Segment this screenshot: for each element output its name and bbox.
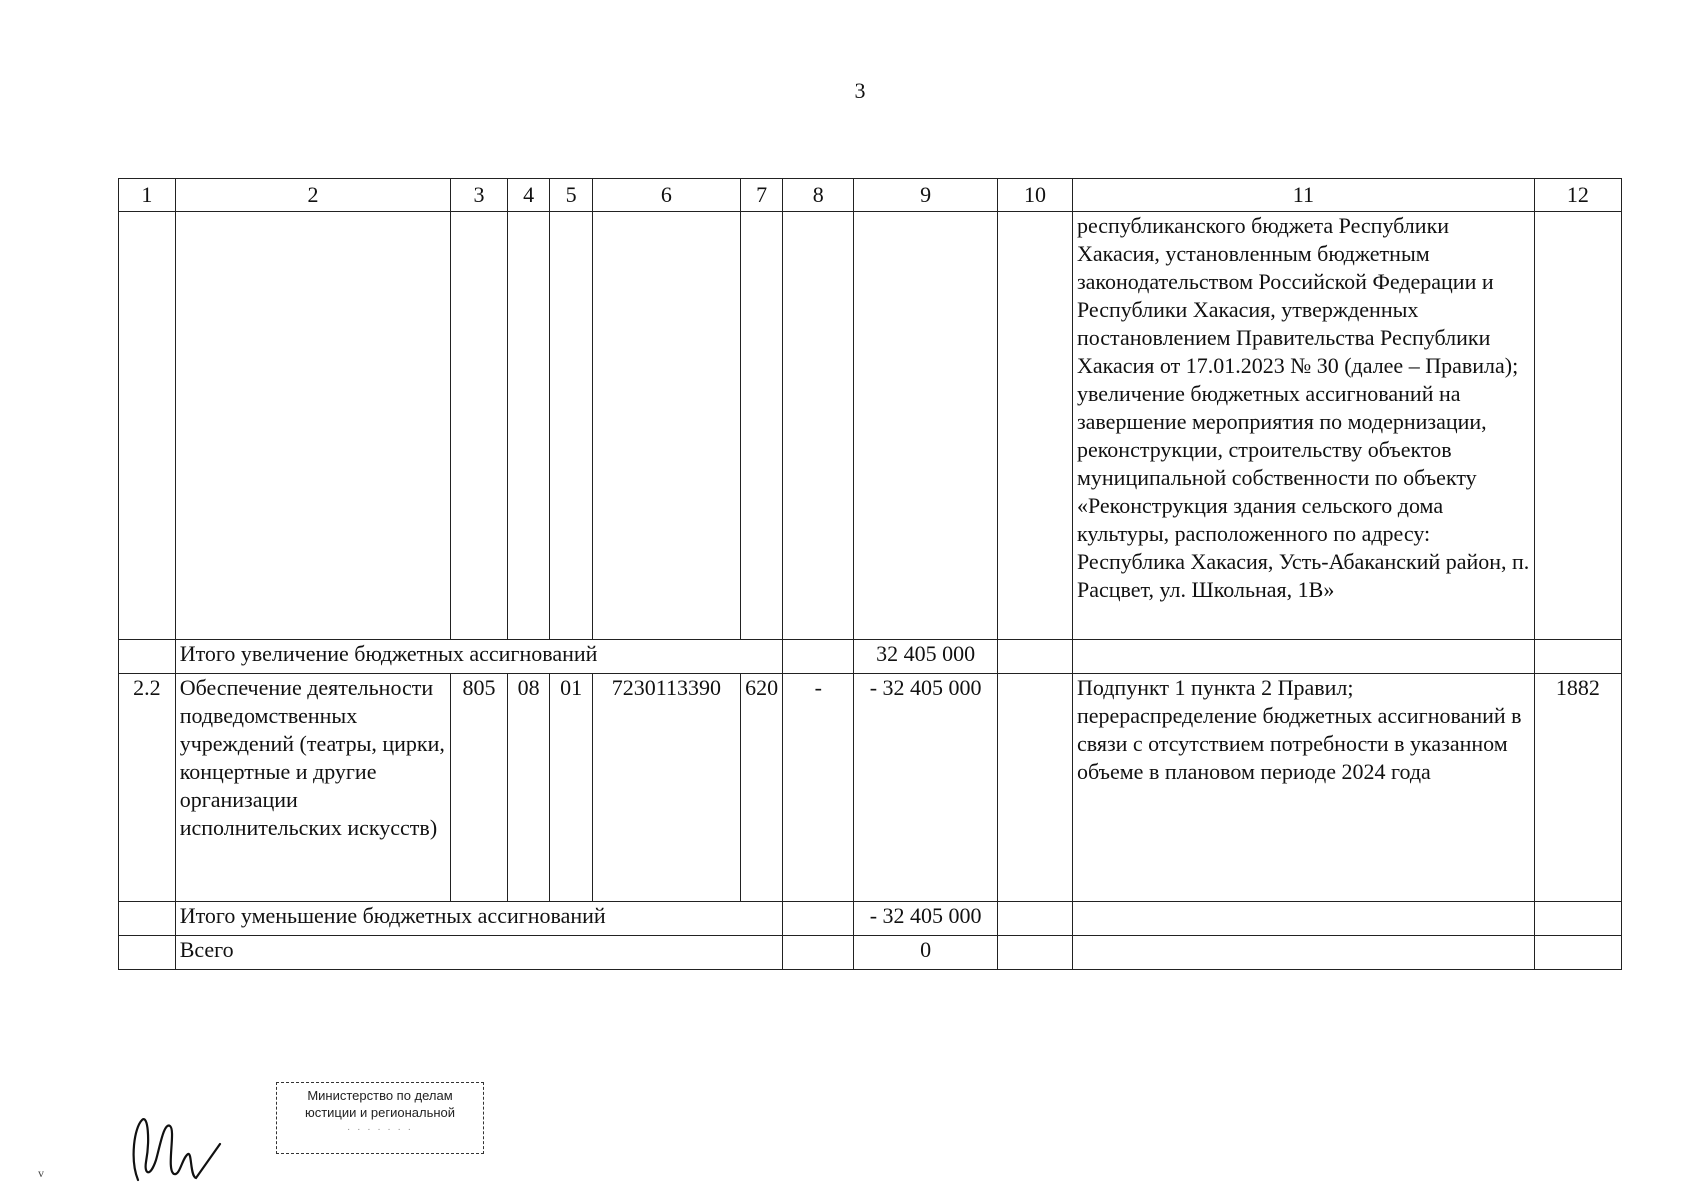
row-amount: - 32 405 000: [854, 674, 998, 902]
row-code-12: 1882: [1534, 674, 1621, 902]
continuation-row: [119, 212, 1622, 640]
grand-total-amount: 0: [854, 936, 998, 970]
signature-mark: [120, 1100, 230, 1190]
grand-total-label: Всего: [175, 936, 783, 970]
header-cell: 9: [854, 179, 998, 212]
row-basis: Подпункт 1 пункта 2 Правил; перераспределение бюджетных ассигнований в связи с отсутствием потребности в указанном объеме в плановом периоде 2024 года: [1072, 674, 1534, 902]
header-cell: 8: [783, 179, 854, 212]
page-number: 3: [854, 78, 866, 103]
total-decrease-label: Итого уменьшение бюджетных ассигнований: [175, 902, 783, 936]
row-number: 2.2: [119, 674, 176, 902]
header-cell: 5: [550, 179, 593, 212]
header-cell: 10: [998, 179, 1073, 212]
header-cell: 1: [119, 179, 176, 212]
item-name: Обеспечение деятельности подведомственных учреждений (театры, цирки, концертные и другие организации исполнительских искусств): [175, 674, 450, 902]
total-increase-label: Итого увеличение бюджетных ассигнований: [175, 640, 783, 674]
margin-mark-icon: v: [38, 1166, 44, 1180]
cell-code-7: 620: [740, 674, 783, 902]
ministry-stamp: [276, 1082, 484, 1154]
stamp-line: · · · · · · ·: [347, 1124, 413, 1135]
cell-code-5: 01: [550, 674, 593, 902]
stamp-line: Министерство по делам: [307, 1088, 453, 1103]
header-cell: 4: [507, 179, 550, 212]
header-cell: 6: [592, 179, 740, 212]
total-increase-amount: 32 405 000: [854, 640, 998, 674]
header-cell: 7: [740, 179, 783, 212]
justification-cell: республиканского бюджета Республики Хакасия, установленным бюджетным законодательством Российской Федерации и Республики Хакасия, утвержденных постановлением Правительства Республики Хакасия от 17.01.2023 № 30 (далее – Правила); увеличение бюджетных ассигнований на завершение мероприятия по модернизации, реконструкции, строительству объектов муниципальной собственности по объекту «Реконструкция здания сельского дома культуры, расположенного по адресу: Республика Хакасия, Усть-Абаканский район, п. Расцвет, ул. Школьная, 1В»: [1072, 212, 1534, 640]
total-decrease-row: [119, 902, 1622, 936]
grand-total-row: [119, 936, 1622, 970]
cell-code-3: 805: [451, 674, 508, 902]
table-row: [119, 674, 1622, 902]
header-cell: 2: [175, 179, 450, 212]
total-decrease-amount: - 32 405 000: [854, 902, 998, 936]
header-cell: 3: [451, 179, 508, 212]
budget-table: [118, 178, 1622, 970]
header-cell: 12: [1534, 179, 1621, 212]
stamp-line: юстиции и региональной: [304, 1105, 456, 1120]
cell-code-4: 08: [507, 674, 550, 902]
cell-code-8: -: [783, 674, 854, 902]
header-cell: 11: [1072, 179, 1534, 212]
header-row: [119, 179, 1622, 212]
cell-code-6: 7230113390: [592, 674, 740, 902]
total-increase-row: [119, 640, 1622, 674]
